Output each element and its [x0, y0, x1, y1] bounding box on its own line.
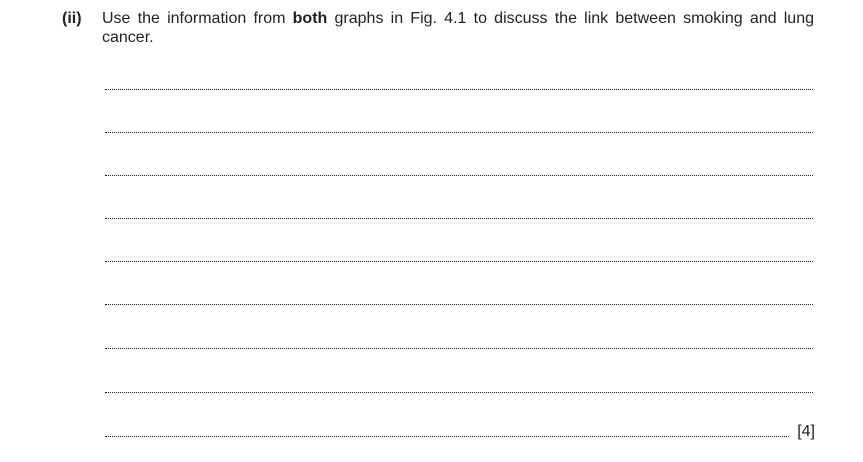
answer-line[interactable] [105, 260, 813, 262]
question-text-start: Use the information from [102, 10, 293, 27]
answer-line[interactable] [105, 131, 813, 133]
answer-line-final [105, 423, 817, 455]
question-text-emphasis: both [292, 10, 328, 27]
answer-line[interactable] [105, 435, 789, 437]
marks-label: [4] [797, 423, 815, 440]
answer-line[interactable] [105, 88, 813, 90]
question-text [102, 9, 814, 47]
question-part-label: (ii) [62, 10, 82, 27]
question-text-end: graphs in Fig. 4.1 to discuss the link between smoking and lung cancer. [102, 10, 814, 46]
answer-line[interactable] [105, 217, 813, 219]
answer-line[interactable] [105, 347, 813, 349]
answer-line[interactable] [105, 174, 813, 176]
answer-line[interactable] [105, 391, 813, 393]
answer-line[interactable] [105, 303, 813, 305]
